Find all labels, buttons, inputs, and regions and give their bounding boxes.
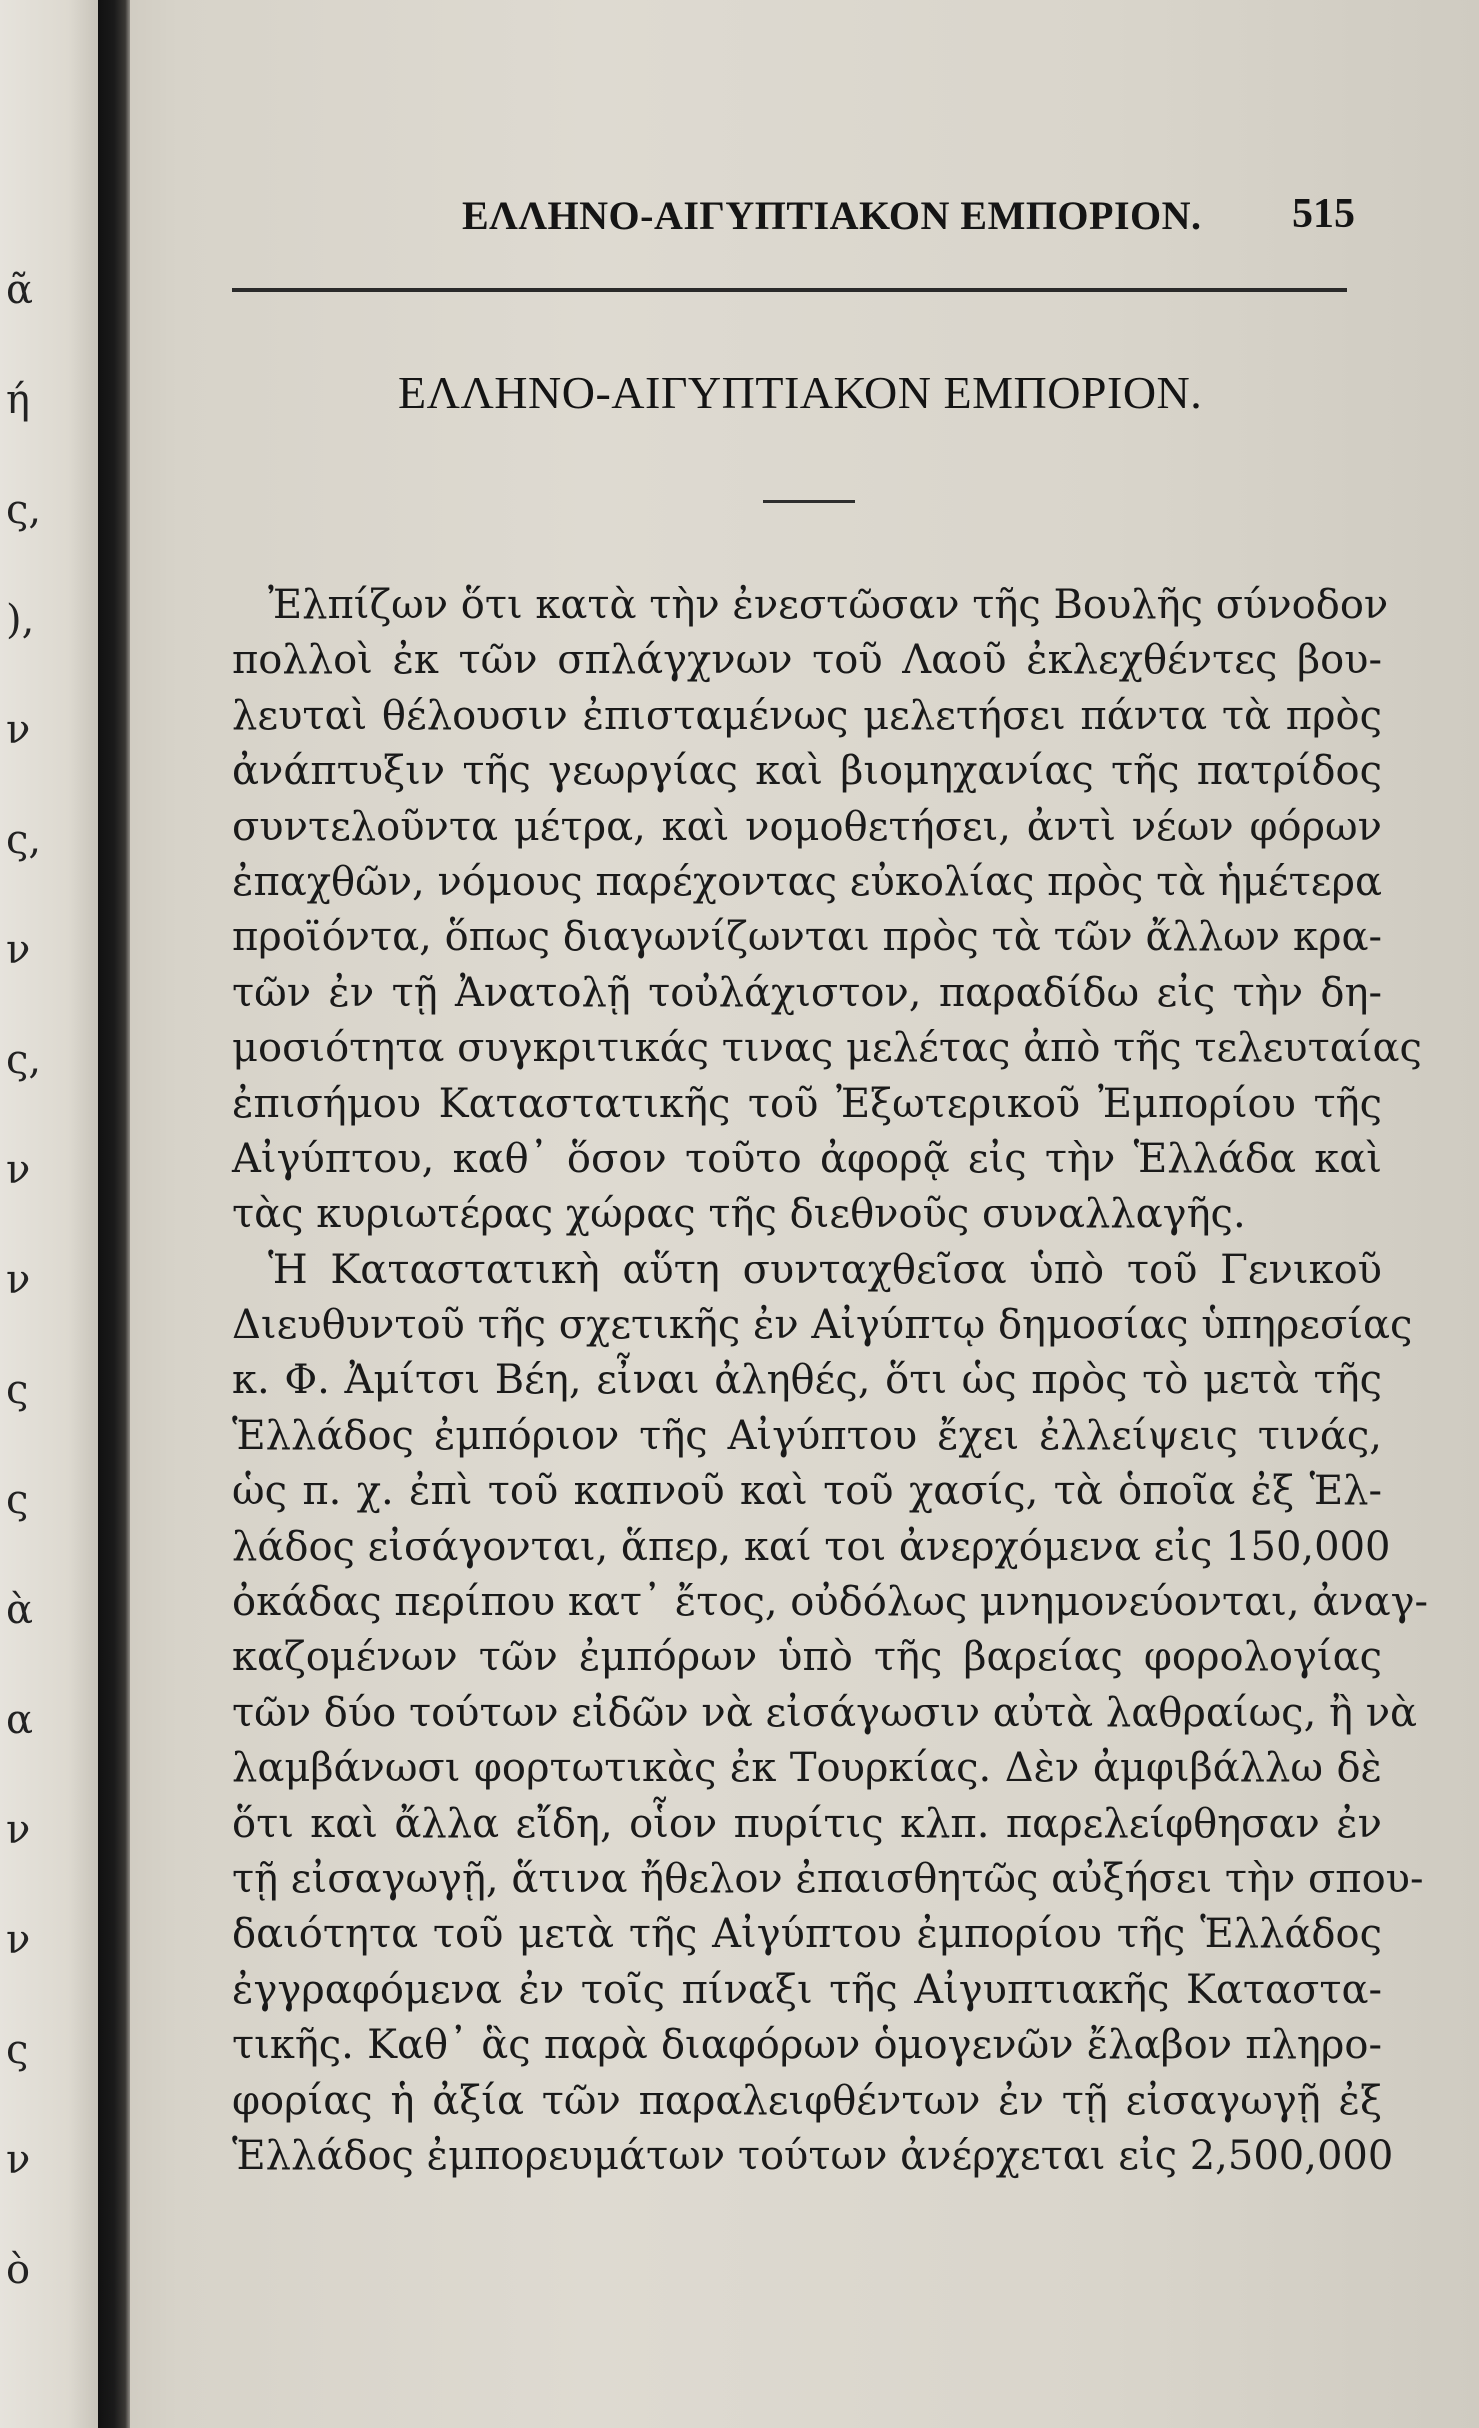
previous-page-fragment: ν — [6, 707, 31, 753]
text-line: προϊόντα, ὅπως διαγωνίζωνται πρὸς τὰ τῶν ἄλλων κρα- — [232, 914, 1382, 961]
previous-page-fragment: ν — [6, 1147, 31, 1193]
text-line: Ἑλλάδος ἐμπορευμάτων τούτων ἀνέρχεται εἰς 2,500,000 — [232, 2132, 1394, 2179]
text-line: φορίας ἡ ἀξία τῶν παραλειφθέντων ἐν τῇ εἰσαγωγῇ ἐξ — [232, 2077, 1382, 2124]
text-line: ὀκάδας περίπου κατ᾽ ἔτος, οὐδόλως μνημονεύονται, ἀναγ- — [232, 1579, 1429, 1626]
text-line: ἀνάπτυξιν τῆς γεωργίας καὶ βιομηχανίας τῆς πατρίδος — [232, 748, 1382, 795]
text-line: Ἐλπίζων ὅτι κατὰ τὴν ἐνεστῶσαν τῆς Βουλῆς σύνοδον — [268, 582, 1389, 628]
text-line: τῇ εἰσαγωγῇ, ἅτινα ἤθελον ἐπαισθητῶς αὐξήσει τὴν σπου- — [232, 1855, 1424, 1902]
previous-page-fragment: ς — [6, 1367, 29, 1413]
previous-page-fragment: ν — [6, 1257, 31, 1303]
text-line: τικῆς. Καθ᾽ ἃς παρὰ διαφόρων ὁμογενῶν ἔλαβον πληρο- — [232, 2022, 1382, 2069]
previous-page-fragment: ς — [6, 1477, 29, 1523]
running-head: ΕΛΛΗΝΟ-ΑΙΓΥΠΤΙΑΚΟΝ ΕΜΠΟΡΙΟΝ. — [462, 193, 1202, 238]
previous-page-fragment: ᾶ — [6, 267, 34, 313]
text-line: λευταὶ θέλουσιν ἐπισταμένως μελετήσει πάντα τὰ πρὸς — [232, 692, 1382, 739]
text-line: Ἡ Καταστατικὴ αὕτη συνταχθεῖσα ὑπὸ τοῦ Γενικοῦ — [268, 1246, 1382, 1293]
text-line: πολλοὶ ἐκ τῶν σπλάγχνων τοῦ Λαοῦ ἐκλεχθέντες βου- — [232, 637, 1382, 684]
text-line: Ἑλλάδος ἐμπόριον τῆς Αἰγύπτου ἔχει ἐλλείψεις τινάς, — [232, 1412, 1382, 1459]
text-line: συντελοῦντα μέτρα, καὶ νομοθετήσει, ἀντὶ νέων φόρων — [232, 803, 1382, 850]
article-title: ΕΛΛΗΝΟ-ΑΙΓΥΠΤΙΑΚΟΝ ΕΜΠΟΡΙΟΝ. — [398, 367, 1203, 418]
previous-page-fragment: ν — [6, 1917, 31, 1963]
text-line: ὡς π. χ. ἐπὶ τοῦ καπνοῦ καὶ τοῦ χασίς, τὰ ὁποῖα ἐξ Ἑλ- — [232, 1468, 1382, 1515]
text-line: δαιότητα τοῦ μετὰ τῆς Αἰγύπτου ἐμπορίου τῆς Ἑλλάδος — [232, 1911, 1382, 1958]
book-gutter-shadow — [98, 0, 130, 2428]
previous-page-fragment: α — [6, 1697, 34, 1743]
text-line: ὅτι καὶ ἄλλα εἴδη, οἷον πυρίτις κλπ. παρελείφθησαν ἐν — [232, 1800, 1382, 1847]
previous-page-fragment: ς, — [6, 817, 42, 863]
previous-page-fragment: ), — [6, 597, 35, 643]
header-rule — [232, 288, 1347, 292]
text-line: ἐγγραφόμενα ἐν τοῖς πίναξι τῆς Αἰγυπτιακῆς Καταστα- — [232, 1966, 1382, 2013]
text-line: κ. Φ. Ἀμίτσι Βέη, εἶναι ἀληθές, ὅτι ὡς πρὸς τὸ μετὰ τῆς — [232, 1357, 1382, 1404]
text-line: μοσιότητα συγκριτικάς τινας μελέτας ἀπὸ τῆς τελευταίας — [232, 1025, 1422, 1072]
text-line: Διευθυντοῦ τῆς σχετικῆς ἐν Αἰγύπτῳ δημοσίας ὑπηρεσίας — [232, 1302, 1413, 1349]
previous-page-fragment: ὸ — [6, 2247, 31, 2293]
previous-page-fragment: ὰ — [6, 1587, 34, 1633]
title-rule — [763, 500, 855, 503]
text-line: τῶν δύο τούτων εἰδῶν νὰ εἰσάγωσιν αὐτὰ λαθραίως, ἢ νὰ — [232, 1689, 1418, 1736]
text-line: λάδος εἰσάγονται, ἅπερ, καί τοι ἀνερχόμενα εἰς 150,000 — [232, 1523, 1391, 1570]
previous-page-fragment: ς — [6, 2027, 29, 2073]
text-line: ἐπισήμου Καταστατικῆς τοῦ Ἐξωτερικοῦ Ἐμπορίου τῆς — [232, 1080, 1382, 1127]
previous-page-fragment: ν — [6, 927, 31, 973]
text-line: τὰς κυριωτέρας χώρας τῆς διεθνοῦς συναλλαγῆς. — [232, 1191, 1246, 1238]
text-line: τῶν ἐν τῇ Ἀνατολῇ τοὐλάχιστον, παραδίδω εἰς τὴν δη- — [232, 969, 1382, 1016]
previous-page-fragment: ς, — [6, 487, 42, 533]
text-line: ἐπαχθῶν, νόμους παρέχοντας εὐκολίας πρὸς τὰ ἡμέτερα — [232, 858, 1382, 905]
text-line: καζομένων τῶν ἐμπόρων ὑπὸ τῆς βαρείας φορολογίας — [232, 1634, 1382, 1681]
previous-page-fragment: ς, — [6, 1037, 42, 1083]
previous-page-fragment: ν — [6, 2137, 31, 2183]
page-number: 515 — [1292, 191, 1355, 237]
text-line: λαμβάνωσι φορτωτικὰς ἐκ Τουρκίας. Δὲν ἀμφιβάλλω δὲ — [232, 1745, 1382, 1792]
text-line: Αἰγύπτου, καθ᾽ ὅσον τοῦτο ἀφορᾷ εἰς τὴν Ἑλλάδα καὶ — [232, 1135, 1382, 1182]
previous-page-fragment: ή — [6, 377, 30, 423]
body-text — [232, 578, 1429, 2184]
previous-page-fragment: ν — [6, 1807, 31, 1853]
previous-page-edge — [0, 0, 98, 2428]
